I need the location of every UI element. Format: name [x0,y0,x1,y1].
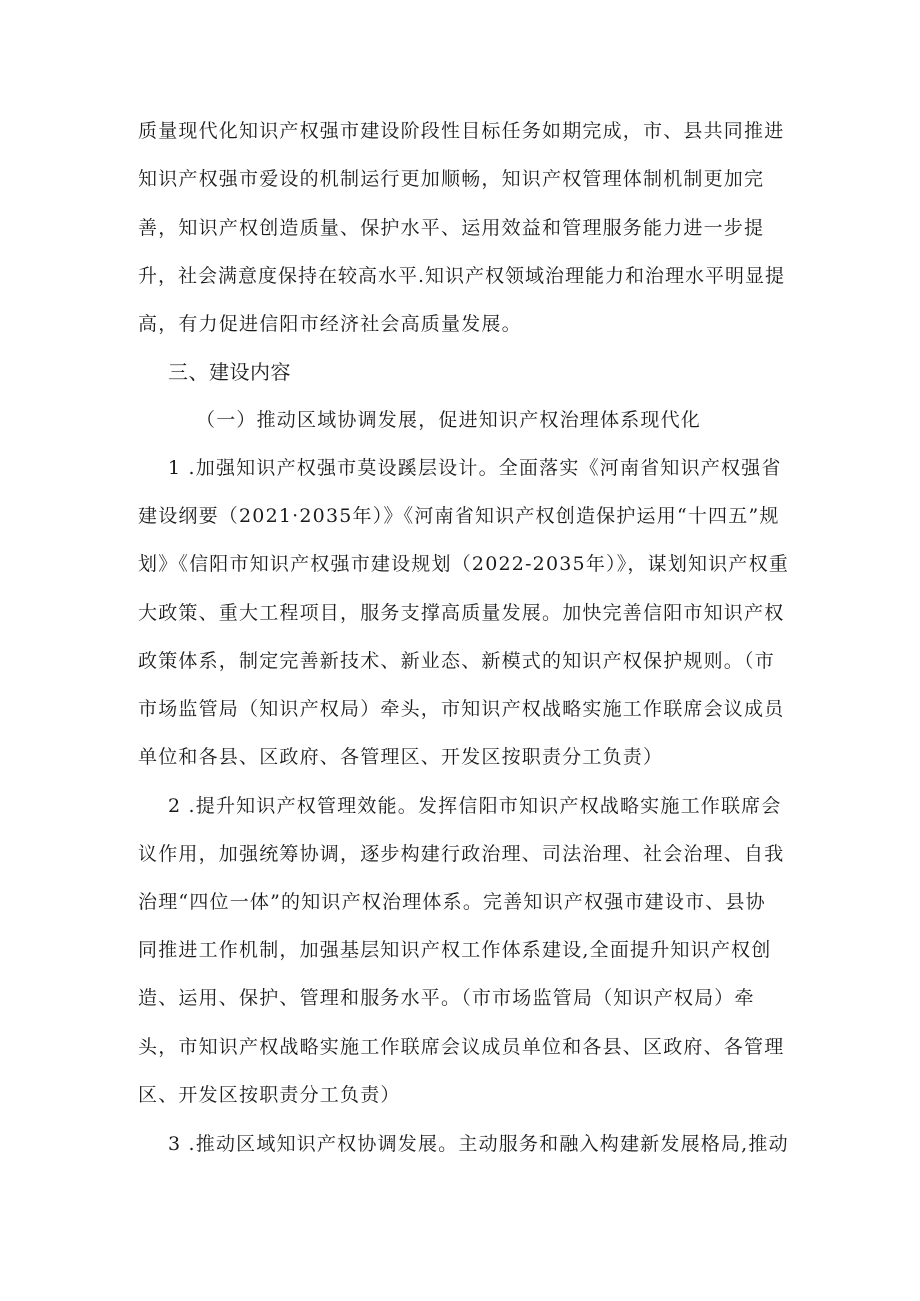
section-heading: 三、建设内容 [168,360,291,384]
item1-line: 划》《信阳市知识产权强市建设规划（2022-2035年）》，谋划知识产权重 [138,553,790,575]
item1-line: 单位和各县、区政府、各管理区、开发区按职责分工负责） [138,746,664,768]
paragraph-line: 升，社会满意度保持在较高水平.知识产权领域治理能力和治理水平明显提 [138,265,786,287]
paragraph-line: 质量现代化知识产权强市建设阶段性目标任务如期完成，市、县共同推进 [138,120,785,142]
item1-line: 市场监管局（知识产权局）牵头，市知识产权战略实施工作联席会议成员 [138,698,785,720]
item2-line: 头，市知识产权战略实施工作联席会议成员单位和各县、区政府、各管理 [138,1036,785,1058]
item2-line: 造、运用、保护、管理和服务水平。（市市场监管局（知识产权局）牵 [138,987,755,1009]
item1-line: 政策体系，制定完善新技术、新业态、新模式的知识产权保护规则。（市 [138,650,775,672]
paragraph-line: 善，知识产权创造质量、保护水平、运用效益和管理服务能力进一步提 [138,217,765,239]
item1-line: 建设纲要（2021·2035年）》《河南省知识产权创造保护运用“十四五”规 [138,505,780,527]
item2-line: 同推进工作机制，加强基层知识产权工作体系建设,全面提升知识产权创 [138,939,772,961]
paragraph-line: 知识产权强市爱设的机制运行更加顺畅，知识产权管理体制机制更加完 [138,168,765,190]
paragraph-line: 高，有力促进信阳市经济社会高质量发展。 [138,313,522,335]
subsection-heading: （一）推动区域协调发展，促进知识产权治理体系现代化 [196,409,702,431]
item2-line: 区、开发区按职责分工负责） [138,1084,401,1106]
item2-line: 议作用，加强统筹协调，逐步构建行政治理、司法治理、社会治理、自我 [138,843,785,865]
item1-line: 大政策、重大工程项目，服务支撑高质量发展。加快完善信阳市知识产权 [138,602,785,624]
item2-line: 治理“四位一体”的知识产权治理体系。完善知识产权强市建设市、县协 [138,891,766,913]
item1-line: 1 .加强知识产权强市莫设蹊层设计。全面落实《河南省知识产权强省 [168,457,782,479]
item3-line: 3 .推动区域知识产权协调发展。主动服务和融入构建新发展格局,推动 [168,1133,789,1155]
item2-line: 2 .提升知识产权管理效能。发挥信阳市知识产权战略实施工作联席会 [168,795,782,817]
